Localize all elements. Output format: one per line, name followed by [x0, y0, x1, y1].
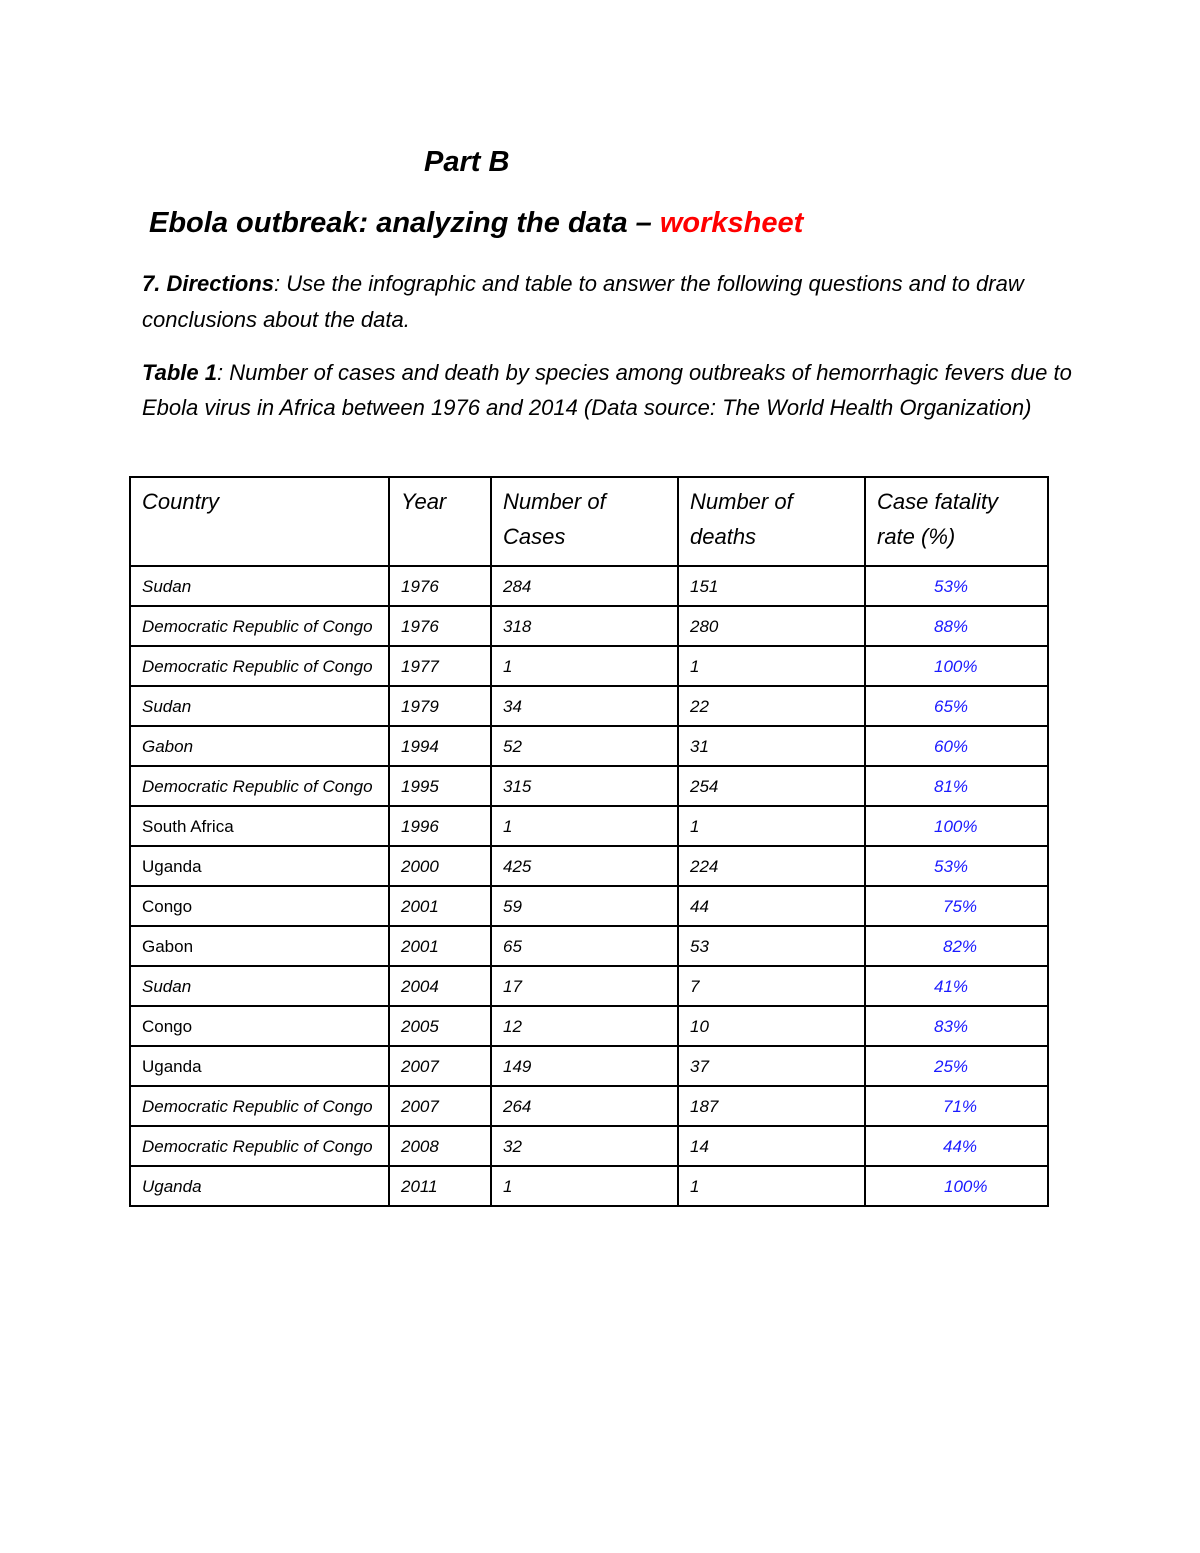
- cell-rate: 81%: [865, 766, 1048, 806]
- table-row: [130, 646, 1048, 686]
- cell-year: 1979: [389, 686, 491, 726]
- directions-text: : Use the infographic and table to answer the following questions and to draw conclusions about the data.: [142, 271, 1024, 332]
- cell-deaths: 254: [678, 766, 865, 806]
- cell-deaths: 22: [678, 686, 865, 726]
- cell-country: Democratic Republic of Congo: [130, 1086, 389, 1126]
- cell-country: Democratic Republic of Congo: [130, 606, 389, 646]
- cell-deaths: 1: [678, 646, 865, 686]
- cell-rate: 82%: [865, 926, 1048, 966]
- table-row: [130, 566, 1048, 606]
- cell-cases: 17: [491, 966, 678, 1006]
- cell-cases: 59: [491, 886, 678, 926]
- cell-rate: 100%: [865, 646, 1048, 686]
- worksheet-title: [149, 207, 803, 240]
- cell-cases: 284: [491, 566, 678, 606]
- cell-rate: 41%: [865, 966, 1048, 1006]
- worksheet-title-accent: worksheet: [659, 207, 804, 239]
- cell-country: Sudan: [130, 686, 389, 726]
- cell-deaths: 37: [678, 1046, 865, 1086]
- table-row: [130, 886, 1048, 926]
- cell-rate: 71%: [865, 1086, 1048, 1126]
- cell-country: Uganda: [130, 1046, 389, 1086]
- cell-cases: 52: [491, 726, 678, 766]
- cell-cases: 32: [491, 1126, 678, 1166]
- cell-cases: 1: [491, 806, 678, 846]
- cell-rate: 44%: [865, 1126, 1048, 1166]
- cell-country: Uganda: [130, 846, 389, 886]
- cell-cases: 1: [491, 1166, 678, 1206]
- cell-deaths: 14: [678, 1126, 865, 1166]
- cell-deaths: 7: [678, 966, 865, 1006]
- cell-year: 2001: [389, 926, 491, 966]
- cell-year: 1994: [389, 726, 491, 766]
- cell-year: 2007: [389, 1086, 491, 1126]
- cell-cases: 149: [491, 1046, 678, 1086]
- cell-cases: 1: [491, 646, 678, 686]
- cell-rate: 75%: [865, 886, 1048, 926]
- header-year: Year: [389, 477, 491, 566]
- cell-deaths: 31: [678, 726, 865, 766]
- cell-country: Uganda: [130, 1166, 389, 1206]
- directions-label: 7. Directions: [142, 271, 275, 296]
- cell-year: 1996: [389, 806, 491, 846]
- table-caption-text: : Number of cases and death by species among outbreaks of hemorrhagic fevers due to Ebola virus in Africa between 1976 and 2014 (Data source: The World Health Organization): [142, 360, 1072, 420]
- cell-country: Gabon: [130, 926, 389, 966]
- cell-deaths: 1: [678, 806, 865, 846]
- cell-year: 2000: [389, 846, 491, 886]
- table-row: [130, 726, 1048, 766]
- cell-deaths: 44: [678, 886, 865, 926]
- table-row: [130, 1006, 1048, 1046]
- cell-country: Sudan: [130, 966, 389, 1006]
- table-row: [130, 846, 1048, 886]
- cell-year: 1976: [389, 606, 491, 646]
- cell-rate: 53%: [865, 846, 1048, 886]
- header-cases: Number of Cases: [491, 477, 678, 566]
- cell-cases: 65: [491, 926, 678, 966]
- table-row: [130, 1046, 1048, 1086]
- cell-rate: 25%: [865, 1046, 1048, 1086]
- part-title: Part B: [424, 146, 510, 178]
- table-header-row: [130, 477, 1048, 566]
- table-row: [130, 806, 1048, 846]
- cell-country: Democratic Republic of Congo: [130, 766, 389, 806]
- table-caption-label: Table 1: [142, 360, 217, 385]
- cell-rate: 100%: [865, 1166, 1048, 1206]
- cell-country: Congo: [130, 886, 389, 926]
- table-row: [130, 766, 1048, 806]
- cell-cases: 318: [491, 606, 678, 646]
- cell-country: Democratic Republic of Congo: [130, 646, 389, 686]
- cell-cases: 315: [491, 766, 678, 806]
- table-row: [130, 606, 1048, 646]
- table-row: [130, 966, 1048, 1006]
- table-body: [130, 566, 1048, 1206]
- cell-rate: 65%: [865, 686, 1048, 726]
- cell-deaths: 187: [678, 1086, 865, 1126]
- cell-rate: 53%: [865, 566, 1048, 606]
- worksheet-title-main: Ebola outbreak: analyzing the data –: [149, 207, 660, 239]
- table-row: [130, 686, 1048, 726]
- cell-cases: 12: [491, 1006, 678, 1046]
- cell-year: 2005: [389, 1006, 491, 1046]
- table-caption: [142, 355, 1072, 425]
- table-row: [130, 1126, 1048, 1166]
- header-fatality-rate: Case fatality rate (%): [865, 477, 1048, 566]
- cell-cases: 34: [491, 686, 678, 726]
- cell-deaths: 1: [678, 1166, 865, 1206]
- cell-rate: 100%: [865, 806, 1048, 846]
- cell-year: 2011: [389, 1166, 491, 1206]
- cell-country: Sudan: [130, 566, 389, 606]
- cell-year: 2008: [389, 1126, 491, 1166]
- cell-year: 1977: [389, 646, 491, 686]
- ebola-outbreak-table: [129, 476, 1049, 1207]
- cell-deaths: 224: [678, 846, 865, 886]
- table-row: [130, 926, 1048, 966]
- cell-rate: 88%: [865, 606, 1048, 646]
- cell-year: 2007: [389, 1046, 491, 1086]
- header-deaths: Number of deaths: [678, 477, 865, 566]
- cell-deaths: 280: [678, 606, 865, 646]
- cell-country: South Africa: [130, 806, 389, 846]
- cell-country: Gabon: [130, 726, 389, 766]
- cell-deaths: 53: [678, 926, 865, 966]
- table-row: [130, 1166, 1048, 1206]
- cell-year: 2001: [389, 886, 491, 926]
- cell-country: Congo: [130, 1006, 389, 1046]
- cell-year: 2004: [389, 966, 491, 1006]
- cell-year: 1976: [389, 566, 491, 606]
- cell-cases: 425: [491, 846, 678, 886]
- directions-paragraph: [142, 266, 1072, 338]
- cell-year: 1995: [389, 766, 491, 806]
- table-row: [130, 1086, 1048, 1126]
- cell-rate: 60%: [865, 726, 1048, 766]
- cell-rate: 83%: [865, 1006, 1048, 1046]
- header-country: Country: [130, 477, 389, 566]
- cell-deaths: 10: [678, 1006, 865, 1046]
- cell-country: Democratic Republic of Congo: [130, 1126, 389, 1166]
- cell-deaths: 151: [678, 566, 865, 606]
- cell-cases: 264: [491, 1086, 678, 1126]
